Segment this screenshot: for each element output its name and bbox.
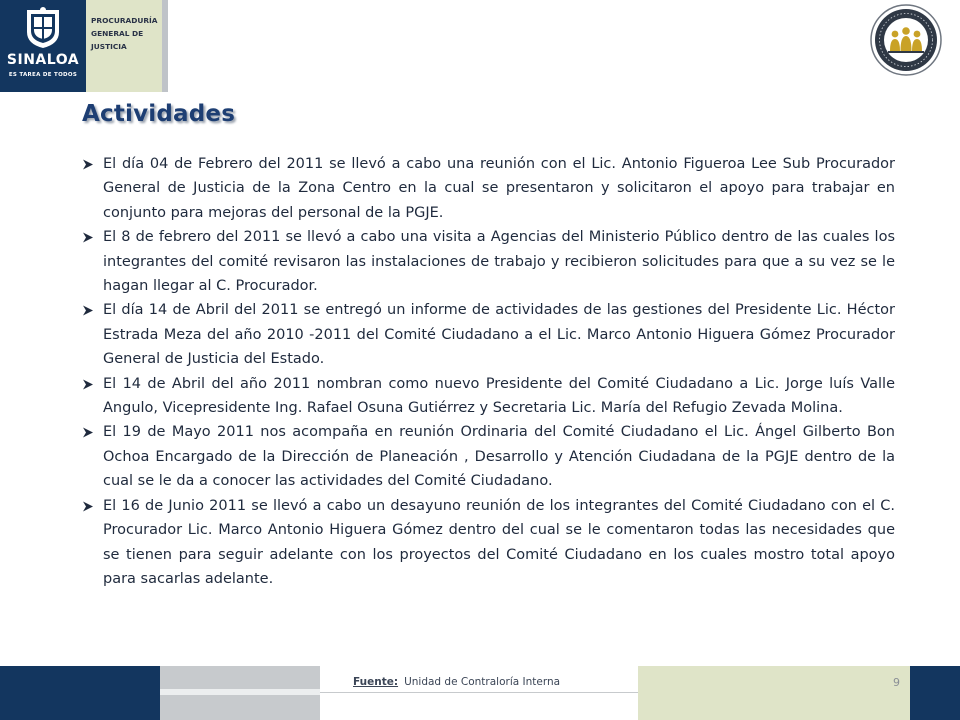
activity-text: El 14 de Abril del año 2011 nombran como nuevo Presidente del Comité Ciudadano a Lic. Jorge luís Valle Angulo, Vicepresidente Ing. Rafael Osuna Gutiérrez y Secretaria Lic. María del Refugio Zevada Molina.: [103, 375, 895, 417]
agency-name-box: [86, 0, 162, 92]
sinaloa-seal-icon: [23, 6, 63, 50]
activity-item: [79, 298, 895, 371]
footer-source-area: [320, 666, 638, 720]
arrow-bullet-icon: [82, 379, 94, 390]
agency-line-2: GENERAL DE: [91, 29, 144, 38]
page-number: 9: [893, 676, 900, 689]
footer-navy-block: [0, 666, 160, 720]
sinaloa-brand-text: SINALOA: [6, 52, 80, 68]
arrow-bullet-icon: [82, 501, 94, 512]
agency-line-3: JUSTICIA: [91, 42, 127, 51]
arrow-bullet-icon: [82, 427, 94, 438]
activity-item: [79, 494, 895, 592]
source-text: Unidad de Contraloría Interna: [404, 676, 561, 688]
activity-text: El día 14 de Abril del 2011 se entregó un informe de actividades de las gestiones del Presidente Lic. Héctor Estrada Meza del año 2010 -2011 del Comité Ciudadano a el Lic. Marco Antonio Higuera Gómez Procurador General de Justicia del Estado.: [103, 302, 895, 368]
activity-list: [79, 152, 895, 591]
agency-name: [91, 14, 161, 53]
footer-navy-right-block: [910, 666, 960, 720]
comite-ciudadano-seal-icon: [870, 4, 942, 76]
activity-text: El 8 de febrero del 2011 se llevó a cabo una visita a Agencias del Ministerio Público dentro de las cuales los integrantes del comité revisaron las instalaciones de trabajo y recibieron solicitudes para que a su vez se le hagan llegar al C. Procurador.: [103, 229, 895, 295]
activity-text: El día 04 de Febrero del 2011 se llevó a cabo una reunión con el Lic. Antonio Figueroa Lee Sub Procurador General de Justicia de la Zona Centro en la cual se presentaron y solicitaron el apoyo para trabajar en conjunto para mejoras del personal de la PGJE.: [103, 156, 895, 221]
activity-text: El 16 de Junio 2011 se llevó a cabo un desayuno reunión de los integrantes del Comité Ciudadano con el C. Procurador Lic. Marco Antonio Higuera Gómez dentro del cual se le comentaron todas las necesidades que se tienen para seguir adelante con los proyectos del Comité Ciudadano en los cuales mostro total apoyo para sacarlas adelante.: [103, 497, 895, 587]
arrow-bullet-icon: [82, 159, 94, 170]
footer-beige-block: [638, 666, 910, 720]
activity-item: [79, 420, 895, 493]
activity-item: [79, 225, 895, 298]
footer-gray-block: [160, 666, 320, 720]
arrow-bullet-icon: [82, 305, 94, 316]
header-divider: [162, 0, 168, 92]
activity-item: [79, 372, 895, 421]
footer-stripe: [160, 689, 320, 695]
activity-text: El 19 de Mayo 2011 nos acompaña en reunión Ordinaria del Comité Ciudadano el Lic. Ángel Gilberto Bon Ochoa Encargado de la Dirección de Planeación , Desarrollo y Atención Ciudadana de la PGJE dentro de la cual se le da a conocer las actividades del Comité Ciudadano.: [103, 424, 895, 490]
footer-source: [353, 676, 560, 688]
sinaloa-logo: [0, 0, 86, 92]
page-title: Actividades: [82, 101, 236, 127]
activity-item: [79, 152, 895, 225]
agency-line-1: PROCURADURÍA: [91, 16, 158, 25]
source-label: Fuente:: [353, 676, 399, 688]
footer-rule: [320, 692, 638, 693]
sinaloa-tagline: ES TAREA DE TODOS: [8, 72, 78, 78]
arrow-bullet-icon: [82, 232, 94, 243]
